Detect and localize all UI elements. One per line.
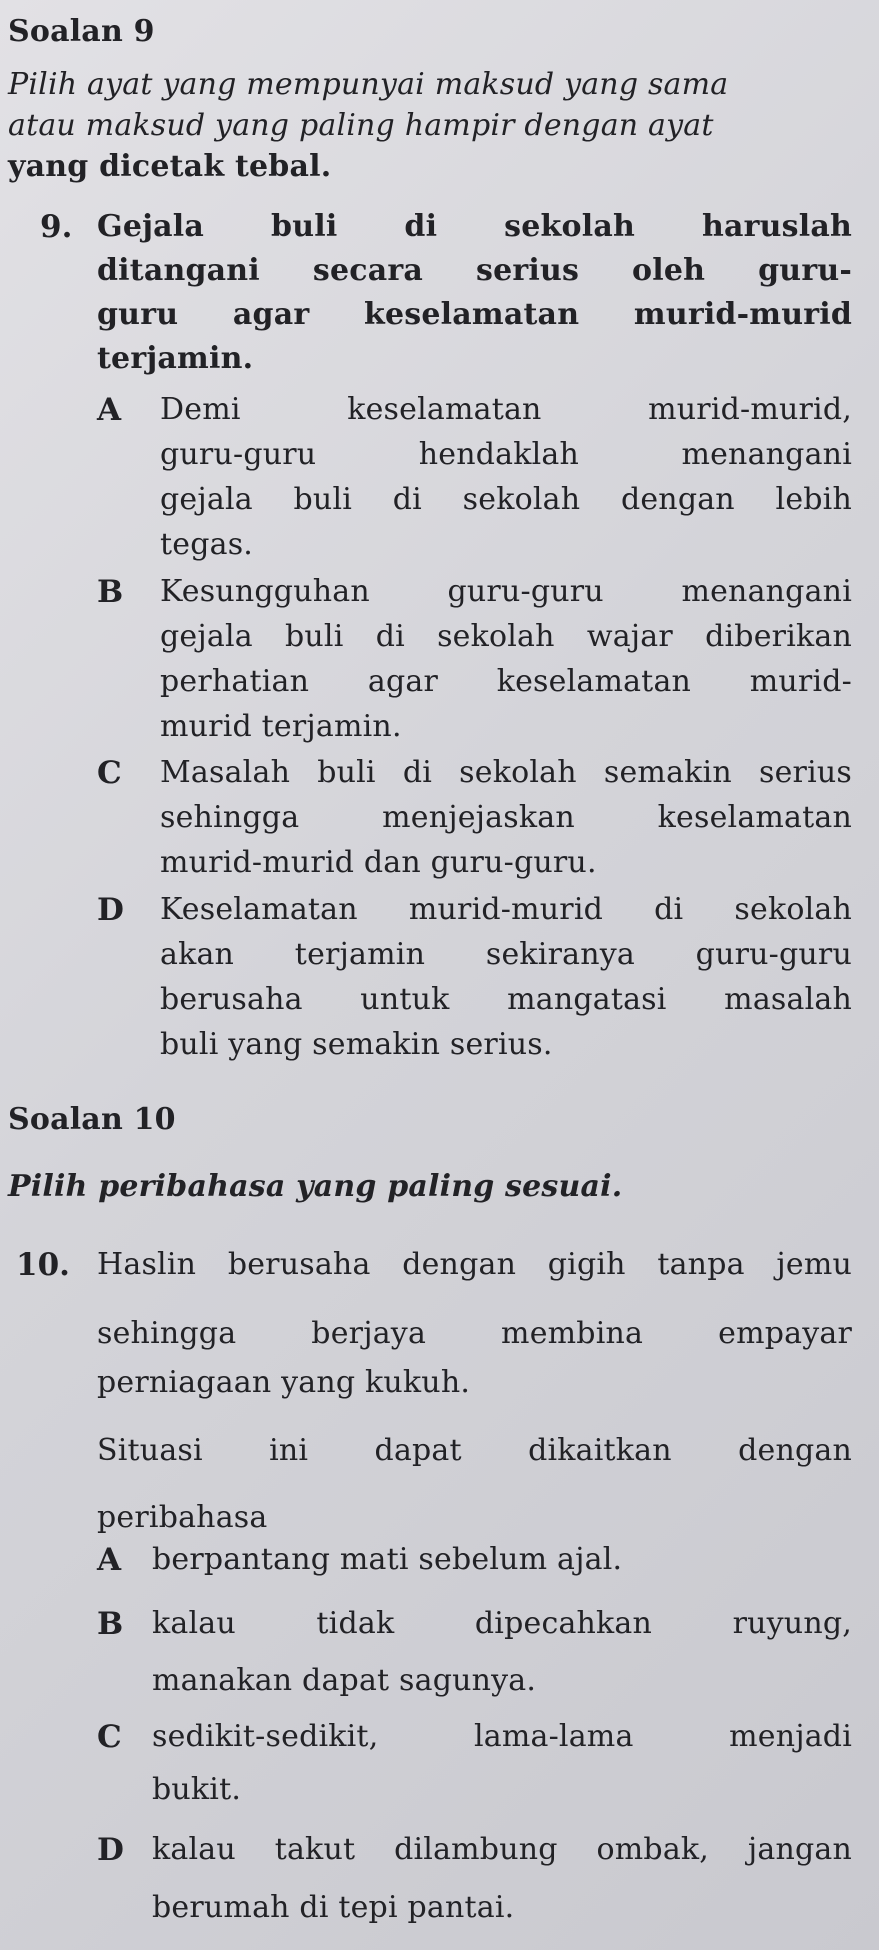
option-9b-line-4: murid terjamin.: [160, 709, 402, 744]
option-9a-line-3: gejala buli di sekolah dengan lebih: [160, 482, 852, 517]
question-9-number: 9.: [40, 209, 73, 245]
soalan-9-instruction-line-2: atau maksud yang paling hampir dengan ayat: [8, 108, 714, 143]
option-9a-line-1: Demi keselamatan murid-murid,: [160, 392, 852, 427]
option-10b-line-1: kalau tidak dipecahkan ruyung,: [152, 1606, 852, 1641]
option-9d-line-3: berusaha untuk mangatasi masalah: [160, 982, 852, 1017]
option-10c-line-2: bukit.: [152, 1772, 242, 1807]
option-9d-line-2: akan terjamin sekiranya guru-guru: [160, 937, 852, 972]
question-9-text-line-2: ditangani secara serius oleh guru-: [97, 253, 852, 288]
option-9a-line-4: tegas.: [160, 527, 254, 562]
situation-line-1: Situasi ini dapat dikaitkan dengan: [97, 1433, 852, 1468]
question-9-text-line-4: terjamin.: [97, 341, 254, 376]
option-10d-line-2: berumah di tepi pantai.: [152, 1890, 515, 1925]
question-10-text-line-2: sehingga berjaya membina empayar: [97, 1316, 852, 1351]
soalan-9-instruction-line-3: yang dicetak tebal.: [8, 149, 332, 184]
question-9-text-line-1: Gejala buli di sekolah haruslah: [97, 209, 852, 244]
question-10-number: 10.: [16, 1247, 70, 1283]
option-10b-line-2: manakan dapat sagunya.: [152, 1663, 537, 1698]
question-9-text-line-3: guru agar keselamatan murid-murid: [97, 297, 852, 332]
option-10c-line-1: sedikit-sedikit, lama-lama menjadi: [152, 1719, 852, 1754]
option-10a-line-1: berpantang mati sebelum ajal.: [152, 1542, 623, 1577]
option-9c-letter: C: [97, 755, 122, 791]
situation-line-2: peribahasa: [97, 1500, 268, 1535]
soalan-10-heading: Soalan 10: [8, 1102, 176, 1137]
option-9d-line-1: Keselamatan murid-murid di sekolah: [160, 892, 852, 927]
option-9b-line-2: gejala buli di sekolah wajar diberikan: [160, 619, 852, 654]
soalan-9-heading: Soalan 9: [8, 14, 155, 49]
option-9d-line-4: buli yang semakin serius.: [160, 1027, 553, 1062]
option-9c-line-1: Masalah buli di sekolah semakin serius: [160, 755, 852, 790]
option-9d-letter: D: [97, 892, 124, 928]
option-10d-line-1: kalau takut dilambung ombak, jangan: [152, 1832, 852, 1867]
option-9a-line-2: guru-guru hendaklah menangani: [160, 437, 852, 472]
soalan-9-instruction-line-1: Pilih ayat yang mempunyai maksud yang sama: [8, 67, 729, 102]
option-9b-letter: B: [97, 574, 124, 610]
question-10-text-line-1: Haslin berusaha dengan gigih tanpa jemu: [97, 1247, 852, 1282]
option-10a-letter: A: [97, 1542, 122, 1578]
option-9b-line-3: perhatian agar keselamatan murid-: [160, 664, 852, 699]
option-10d-letter: D: [97, 1832, 124, 1868]
soalan-10-instruction: Pilih peribahasa yang paling sesuai.: [8, 1169, 623, 1204]
question-10-text-line-3: perniagaan yang kukuh.: [97, 1365, 471, 1400]
option-9c-line-3: murid-murid dan guru-guru.: [160, 845, 597, 880]
option-10b-letter: B: [97, 1606, 124, 1642]
option-10c-letter: C: [97, 1719, 122, 1755]
option-9c-line-2: sehingga menjejaskan keselamatan: [160, 800, 852, 835]
option-9b-line-1: Kesungguhan guru-guru menangani: [160, 574, 852, 609]
option-9a-letter: A: [97, 392, 122, 428]
